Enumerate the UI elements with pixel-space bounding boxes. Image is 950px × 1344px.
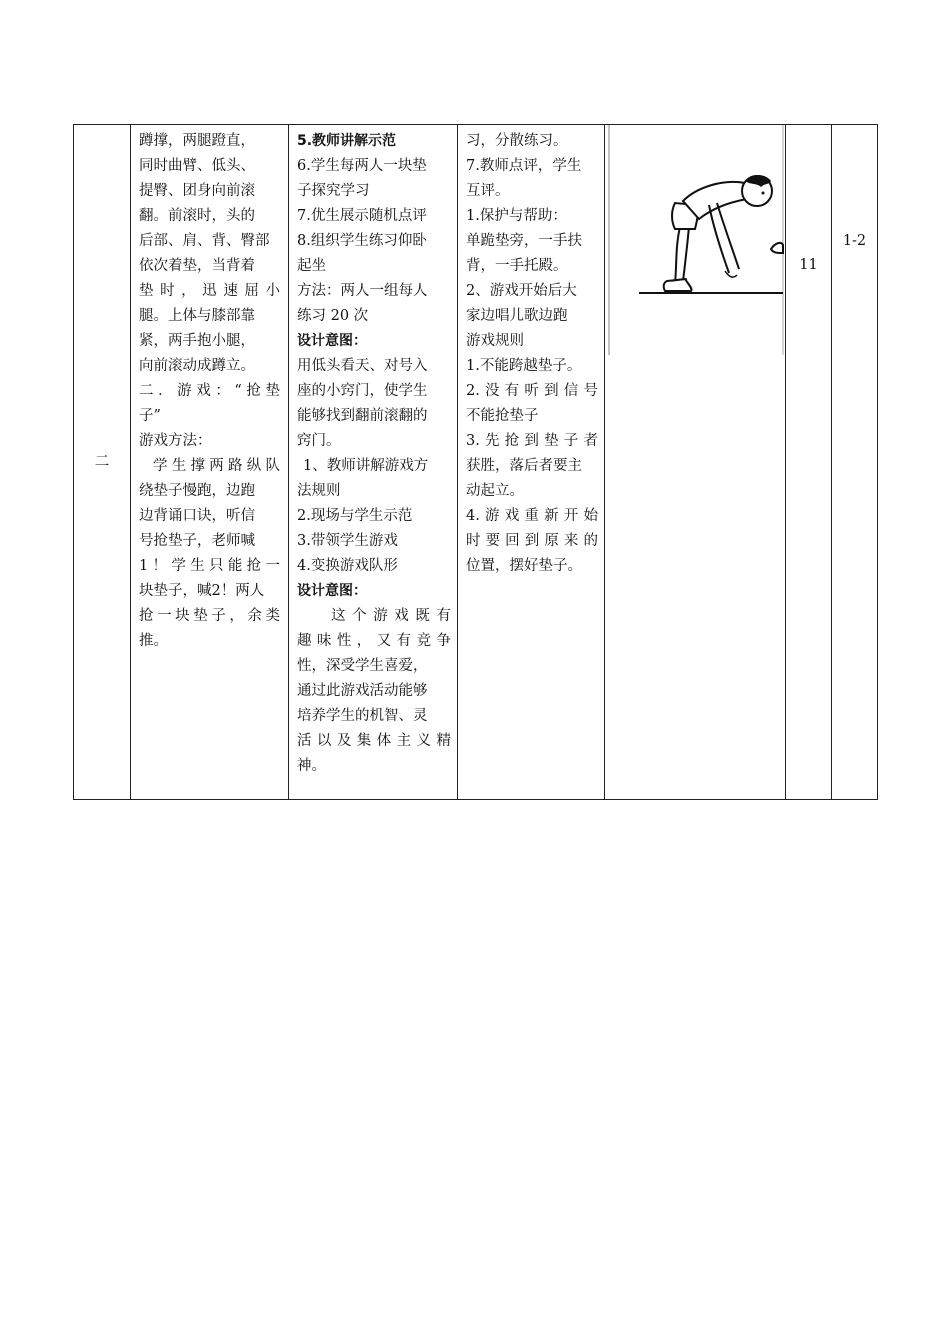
student-line: 1.保护与帮助： — [466, 208, 567, 224]
teacher-line: 5.教师讲解示范 — [297, 133, 397, 149]
content-line: 学生撑两路纵队 — [153, 458, 280, 474]
teacher-activity-cell — [289, 125, 458, 800]
student-line: 不能抢垫子 — [466, 408, 539, 424]
teacher-line: 座的小窍门，使学生 — [297, 383, 428, 399]
time-cell — [832, 125, 878, 800]
teacher-line: 活以及集体主义精 — [297, 733, 451, 749]
student-line: 获胜，落后者要主 — [466, 458, 582, 474]
student-line: 时要回到原来的 — [466, 533, 598, 549]
student-line: 2、游戏开始后大 — [466, 283, 577, 299]
student-line: 位置，摆好垫子。 — [466, 558, 582, 574]
content-line: 二．游戏：“抢垫 — [139, 383, 280, 399]
content-line: 游戏方法： — [139, 433, 212, 449]
teacher-line: 用低头看天、对号入 — [297, 358, 428, 374]
teacher-line: 窍门。 — [297, 433, 341, 449]
teacher-line: 6.学生每两人一块垫 — [297, 158, 427, 174]
content-line: 依次着垫，当背着 — [139, 258, 255, 274]
teacher-line: 方法：两人一组每人 — [297, 283, 428, 299]
design-intent-heading: 设计意图： — [297, 583, 367, 599]
teacher-line: 2.现场与学生示范 — [297, 508, 413, 524]
child-forward-roll-figure-icon — [605, 125, 786, 799]
content-line: 块垫子，喊2！两人 — [139, 583, 265, 599]
teacher-line: 7.优生展示随机点评 — [297, 208, 427, 224]
teacher-line: 子探究学习 — [297, 183, 370, 199]
count-value: 11 — [799, 257, 818, 273]
teacher-line: 法规则 — [297, 483, 341, 499]
content-line: 提臀、团身向前滚 — [139, 183, 255, 199]
teacher-line: 3.带领学生游戏 — [297, 533, 398, 549]
content-line: 同时曲臂、低头、 — [139, 158, 255, 174]
student-line: 背，一手托殿。 — [466, 258, 568, 274]
student-line: 动起立。 — [466, 483, 524, 499]
content-line: 后部、肩、背、臀部 — [139, 233, 270, 249]
teacher-line: 1、教师讲解游戏方 — [303, 458, 429, 474]
content-line: 腿。上体与膝部靠 — [139, 308, 255, 324]
teacher-line: 8.组织学生练习仰卧 — [297, 233, 427, 249]
stage-cell — [74, 125, 131, 800]
teacher-line: 性，深受学生喜爱， — [297, 658, 428, 674]
table-row — [74, 125, 878, 800]
student-line: 1.不能跨越垫子。 — [466, 358, 582, 374]
student-line: 4.游戏重新开始 — [466, 508, 598, 524]
student-line: 3.先抢到垫子者 — [466, 433, 598, 449]
content-line: 翻。前滚时，头的 — [139, 208, 255, 224]
student-line: 2.没有听到信号 — [466, 383, 598, 399]
teacher-line: 4.变换游戏队形 — [297, 558, 398, 574]
content-line: 向前滚动成蹲立。 — [139, 358, 255, 374]
teacher-line: 培养学生的机智、灵 — [297, 708, 428, 724]
teacher-line: 起坐 — [297, 258, 326, 274]
design-intent-heading: 设计意图： — [297, 333, 367, 349]
content-line: 1！学生只能抢一 — [139, 558, 280, 574]
stage-label: 二 — [94, 453, 110, 470]
teacher-line: 能够找到翻前滚翻的 — [297, 408, 428, 424]
student-line: 单跪垫旁，一手扶 — [466, 233, 582, 249]
time-value: 1-2 — [842, 233, 867, 249]
student-line: 7.教师点评，学生 — [466, 158, 582, 174]
teacher-line: 通过此游戏活动能够 — [297, 683, 428, 699]
student-line: 游戏规则 — [466, 333, 524, 349]
content-line: 推。 — [139, 633, 168, 649]
student-activity-cell — [458, 125, 605, 800]
illustration-cell — [605, 125, 786, 800]
teacher-line: 趣味性，又有竞争 — [297, 633, 451, 649]
content-line: 紧，两手抱小腿， — [139, 333, 255, 349]
illustration-container — [605, 125, 785, 799]
content-line: 子” — [139, 408, 161, 424]
lesson-plan-table — [73, 124, 878, 800]
content-line: 号抢垫子，老师喊 — [139, 533, 255, 549]
content-line: 垫时，迅速屈小 — [139, 283, 280, 299]
student-line: 互评。 — [466, 183, 510, 199]
count-cell — [786, 125, 832, 800]
teacher-line: 神。 — [297, 758, 326, 774]
teacher-line: 这个游戏既有 — [331, 608, 451, 624]
content-line: 蹲撑，两腿蹬直， — [139, 133, 255, 149]
content-line: 抢一块垫子，余类 — [139, 608, 280, 624]
content-cell — [131, 125, 289, 800]
content-line: 边背诵口诀，听信 — [139, 508, 255, 524]
content-line: 绕垫子慢跑，边跑 — [139, 483, 255, 499]
student-line: 习，分散练习。 — [466, 133, 568, 149]
student-line: 家边唱儿歌边跑 — [466, 308, 568, 324]
teacher-line: 练习 20 次 — [297, 308, 369, 324]
